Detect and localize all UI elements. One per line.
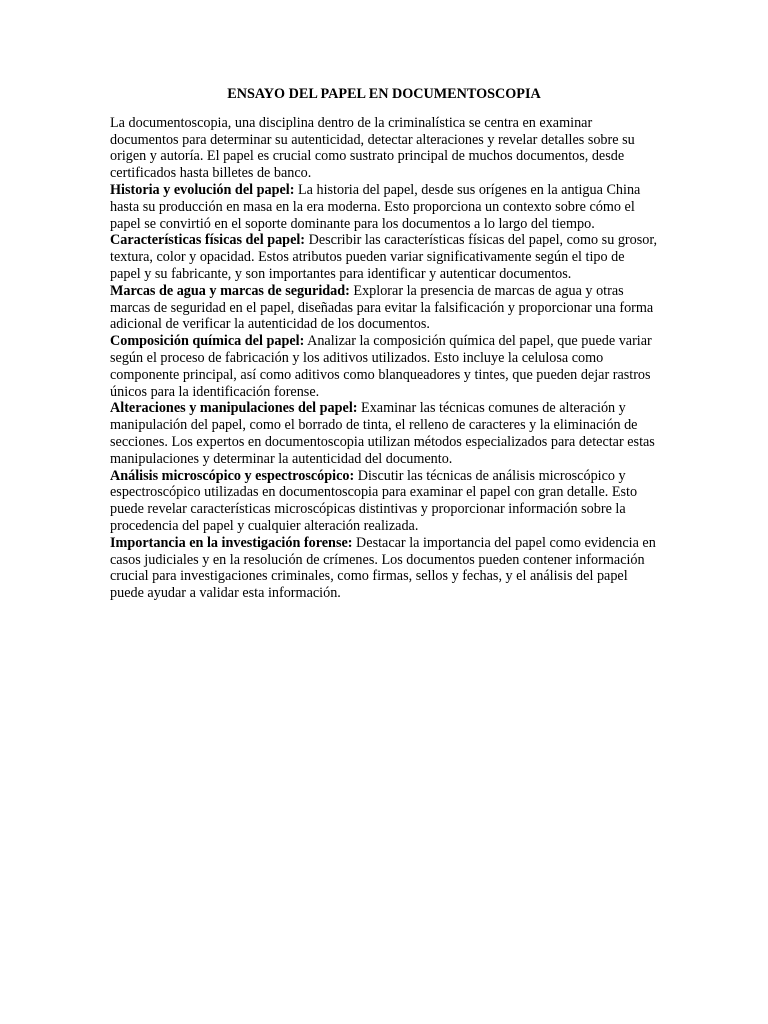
section-body: Describir las características físicas del papel, como su grosor, textura, color y opacidad. Estos atributos pueden variar significativamente según el tipo de papel y su fabricante, y son importantes para identificar y autenticar documentos.: [110, 232, 658, 282]
section-body: Examinar las técnicas comunes de alteración y manipulación del papel, como el borrado de tinta, el relleno de caracteres y la eliminación de secciones. Los expertos en documentoscopia utilizan métodos especializados para detectar estas manipulaciones y determinar la autenticidad del documento.: [110, 400, 655, 467]
section-body: Analizar la composición química del papel, que puede variar según el proceso de fabricación y los aditivos utilizados. Esto incluye la celulosa como componente principal, así como aditivos como blanqueadores y tintes, que pueden dejar rastros únicos para la identificación forense.: [110, 333, 652, 400]
section-heading: Importancia en la investigación forense:: [110, 534, 353, 551]
section-body: La historia del papel, desde sus orígenes en la antigua China hasta su producción en masa en la era moderna. Esto proporciona un contexto sobre cómo el papel se convirtió en el soporte dominante para los documentos a lo largo del tiempo.: [110, 181, 641, 232]
section-heading: Historia y evolución del papel:: [110, 181, 295, 198]
document-title: ENSAYO DEL PAPEL EN DOCUMENTOSCOPIA: [227, 86, 541, 102]
section-importancia: [110, 535, 658, 602]
section-heading: Características físicas del papel:: [110, 232, 306, 249]
section-body: Discutir las técnicas de análisis microscópico y espectroscópico utilizadas en documentoscopia para examinar el papel con gran detalle. Esto puede revelar características microscópicas distintivas y proporcionar información sobre la procedencia del papel y cualquier alteración realizada.: [110, 467, 638, 534]
section-composicion: [110, 333, 658, 400]
section-historia: [110, 182, 658, 232]
section-caracteristicas: [110, 232, 658, 282]
section-heading: Análisis microscópico y espectroscópico:: [110, 467, 355, 484]
section-heading: Composición química del papel:: [110, 333, 305, 350]
section-alteraciones: [110, 400, 658, 467]
document-body: [110, 86, 658, 602]
section-body: Explorar la presencia de marcas de agua y otras marcas de seguridad en el papel, diseñadas para evitar la falsificación y proporcionar una forma adicional de verificar la autenticidad de los documentos.: [110, 282, 654, 333]
section-body: Destacar la importancia del papel como evidencia en casos judiciales y en la resolución de crímenes. Los documentos pueden contener información crucial para investigaciones criminales, como firmas, sellos y fechas, y el análisis del papel puede ayudar a validar esta información.: [110, 534, 656, 602]
section-analisis: [110, 468, 658, 535]
section-heading: Alteraciones y manipulaciones del papel:: [110, 400, 358, 417]
section-heading: Marcas de agua y marcas de seguridad:: [110, 282, 350, 299]
section-marcas: [110, 283, 658, 333]
intro-paragraph: La documentoscopia, una disciplina dentro de la criminalística se centra en examinar documentos para determinar su autenticidad, detectar alteraciones y revelar detalles sobre su origen y autoría. El papel es crucial como sustrato principal de muchos documentos, desde certificados hasta billetes de banco.: [110, 114, 635, 182]
